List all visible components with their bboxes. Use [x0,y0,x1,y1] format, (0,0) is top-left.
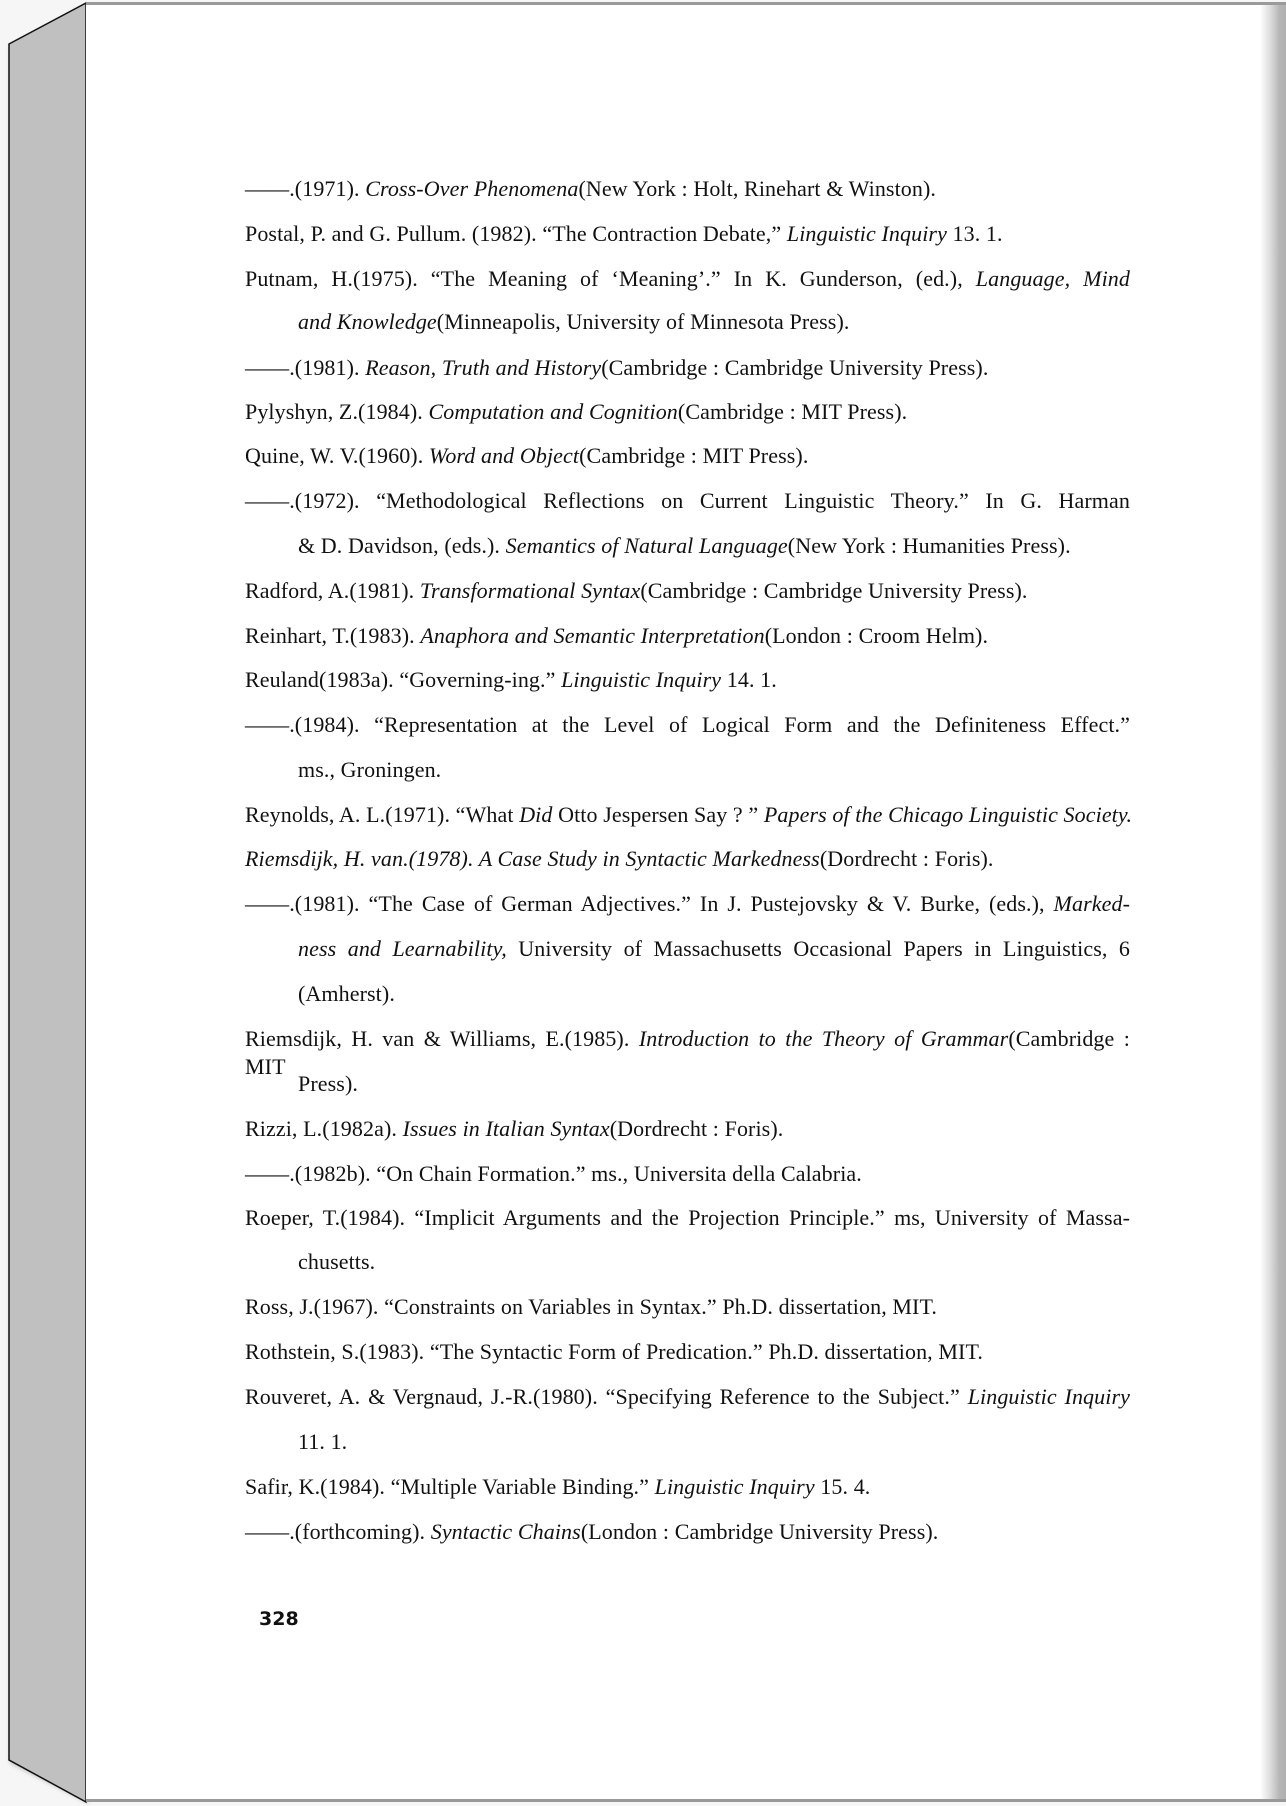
reference-entry-line [245,1473,870,1501]
reference-text: (New York : Humanities Press). [787,533,1071,558]
reference-text: ——.(1971). [245,176,366,201]
reference-text: Safir, K.(1984). “Multiple Variable Binding.” [245,1474,655,1499]
reference-text: ——.(1972). “Methodological Reflections on Current Linguistic Theory.” In G. Harman [245,488,1130,513]
reference-entry-line [245,577,1028,605]
reference-text: (Cambridge : Cambridge University Press). [601,355,989,380]
italic-title-text: Papers of the Chicago Linguistic Society. [763,802,1133,827]
reference-text: (Amherst). [298,981,395,1006]
reference-entry-line [245,1518,938,1546]
italic-title-text: Linguistic Inquiry [786,221,947,246]
reference-entry-line [245,801,1132,829]
italic-title-text: Cross-Over Phenomena [365,176,579,201]
reference-text: 14. 1. [721,667,777,692]
italic-title-text: Linguistic Inquiry [967,1384,1130,1409]
reference-text: Rizzi, L.(1982a). [245,1116,403,1141]
reference-entry-line [245,265,1130,293]
reference-text: (Cambridge : MIT Press). [677,399,908,424]
reference-text: Otto Jespersen Say ? ” [552,802,764,827]
reference-text: 13. 1. [946,221,1003,246]
reference-entry-line [245,1383,1130,1411]
reference-continuation-line [298,756,441,784]
reference-continuation-line [298,1428,347,1456]
italic-title-text: Semantics of Natural Language [505,533,788,558]
reference-text: ——.(1981). [245,355,366,380]
reference-text: Quine, W. V.(1960). [245,443,429,468]
reference-text: (Cambridge : MIT [245,1026,1130,1079]
reference-text: Press). [298,1071,358,1096]
italic-title-text: Word and Object [428,443,580,468]
reference-entry-line [245,175,936,203]
reference-text: ——.(forthcoming). [245,1519,431,1544]
italic-title-text: ness and Learnability, [298,936,507,961]
reference-text: (London : Croom Helm). [764,623,989,648]
reference-continuation-line [298,532,1071,560]
reference-entry-line [245,622,988,650]
reference-text: Reuland(1983a). “Governing-ing.” [245,667,562,692]
reference-entry-line [245,220,1003,248]
reference-text: Reynolds, A. L.(1971). “What [245,802,520,827]
reference-text: University of Massachusetts Occasional Papers in Linguistics, 6 [506,936,1130,961]
reference-text: Roeper, T.(1984). “Implicit Arguments and the Projection Principle.” ms, University of Massa- [245,1205,1130,1230]
italic-title-text: Did [519,802,553,827]
reference-continuation-line [298,1248,375,1276]
page-edge-shadow [1260,5,1286,1799]
reference-text: & D. Davidson, (eds.). [298,533,506,558]
reference-text: Radford, A.(1981). [245,578,420,603]
reference-entry-line [245,1293,937,1321]
page-number: 328 [259,1608,299,1630]
reference-text: (Dordrecht : Foris). [819,846,994,871]
reference-text: ——.(1982b). “On Chain Formation.” ms., Universita della Calabria. [245,1161,862,1186]
reference-text: (Cambridge : MIT Press). [579,443,809,468]
reference-text: (Minneapolis, University of Minnesota Press). [436,309,850,334]
reference-text: chusetts. [298,1249,376,1274]
reference-entry-line [245,1025,1130,1081]
italic-title-text: Riemsdijk, H. van.(1978). A Case Study in Syntactic Markedness [245,846,820,871]
italic-title-text: Introduction to the Theory of Grammar [638,1026,1009,1051]
reference-entry-line [245,666,777,694]
reference-entry-line [245,354,988,382]
reference-text: (New York : Holt, Rinehart & Winston). [578,176,937,201]
italic-title-text: Linguistic Inquiry [654,1474,815,1499]
italic-title-text: Linguistic Inquiry [561,667,722,692]
reference-text: ——.(1984). “Representation at the Level of Logical Form and the Definiteness Effect.” [245,712,1130,737]
reference-continuation-line [298,980,395,1008]
reference-entry-line [245,1115,783,1143]
reference-continuation-line [298,1070,358,1098]
reference-text: 11. 1. [298,1429,348,1454]
italic-title-text: Language, Mind [975,266,1130,291]
reference-text: (London : Cambridge University Press). [580,1519,939,1544]
italic-title-text: Issues in Italian Syntax [402,1116,610,1141]
italic-title-text: Anaphora and Semantic Interpretation [420,623,765,648]
reference-text: Putnam, H.(1975). “The Meaning of ‘Meaning’.” In K. Gunderson, (ed.), [245,266,976,291]
italic-title-text: Transformational Syntax [419,578,641,603]
italic-title-text: Reason, Truth and History [365,355,602,380]
reference-text: ——.(1981). “The Case of German Adjectives.” In J. Pustejovsky & V. Burke, (eds.), [245,891,1054,916]
reference-entry-line [245,890,1130,918]
reference-text: Ross, J.(1967). “Constraints on Variables in Syntax.” Ph.D. dissertation, MIT. [245,1294,937,1319]
reference-continuation-line [298,935,1130,963]
reference-text: Reinhart, T.(1983). [245,623,421,648]
reference-entry-line [245,1160,862,1188]
reference-text: ms., Groningen. [298,757,442,782]
reference-text: Pylyshyn, Z.(1984). [245,399,429,424]
reference-text: Rothstein, S.(1983). “The Syntactic Form of Predication.” Ph.D. dissertation, MIT. [245,1339,983,1364]
reference-entry-line [245,398,907,426]
reference-entry-line [245,487,1130,515]
reference-text: (Dordrecht : Foris). [609,1116,784,1141]
reference-entry-line [245,1338,983,1366]
italic-title-text: and Knowledge [298,309,437,334]
italic-title-text: Syntactic Chains [430,1519,581,1544]
reference-entry-line [245,845,994,873]
reference-entry-line [245,711,1130,739]
reference-entry-line [245,442,808,470]
reference-text: Riemsdijk, H. van & Williams, E.(1985). [245,1026,639,1051]
reference-text: 15. 4. [814,1474,871,1499]
reference-text: Postal, P. and G. Pullum. (1982). “The Contraction Debate,” [245,221,787,246]
reference-entry-line [245,1204,1130,1232]
reference-text: Rouveret, A. & Vergnaud, J.-R.(1980). “Specifying Reference to the Subject.” [245,1384,968,1409]
reference-text: (Cambridge : Cambridge University Press). [640,578,1028,603]
italic-title-text: Computation and Cognition [428,399,678,424]
reference-continuation-line [298,308,849,336]
italic-title-text: Marked- [1053,891,1130,916]
